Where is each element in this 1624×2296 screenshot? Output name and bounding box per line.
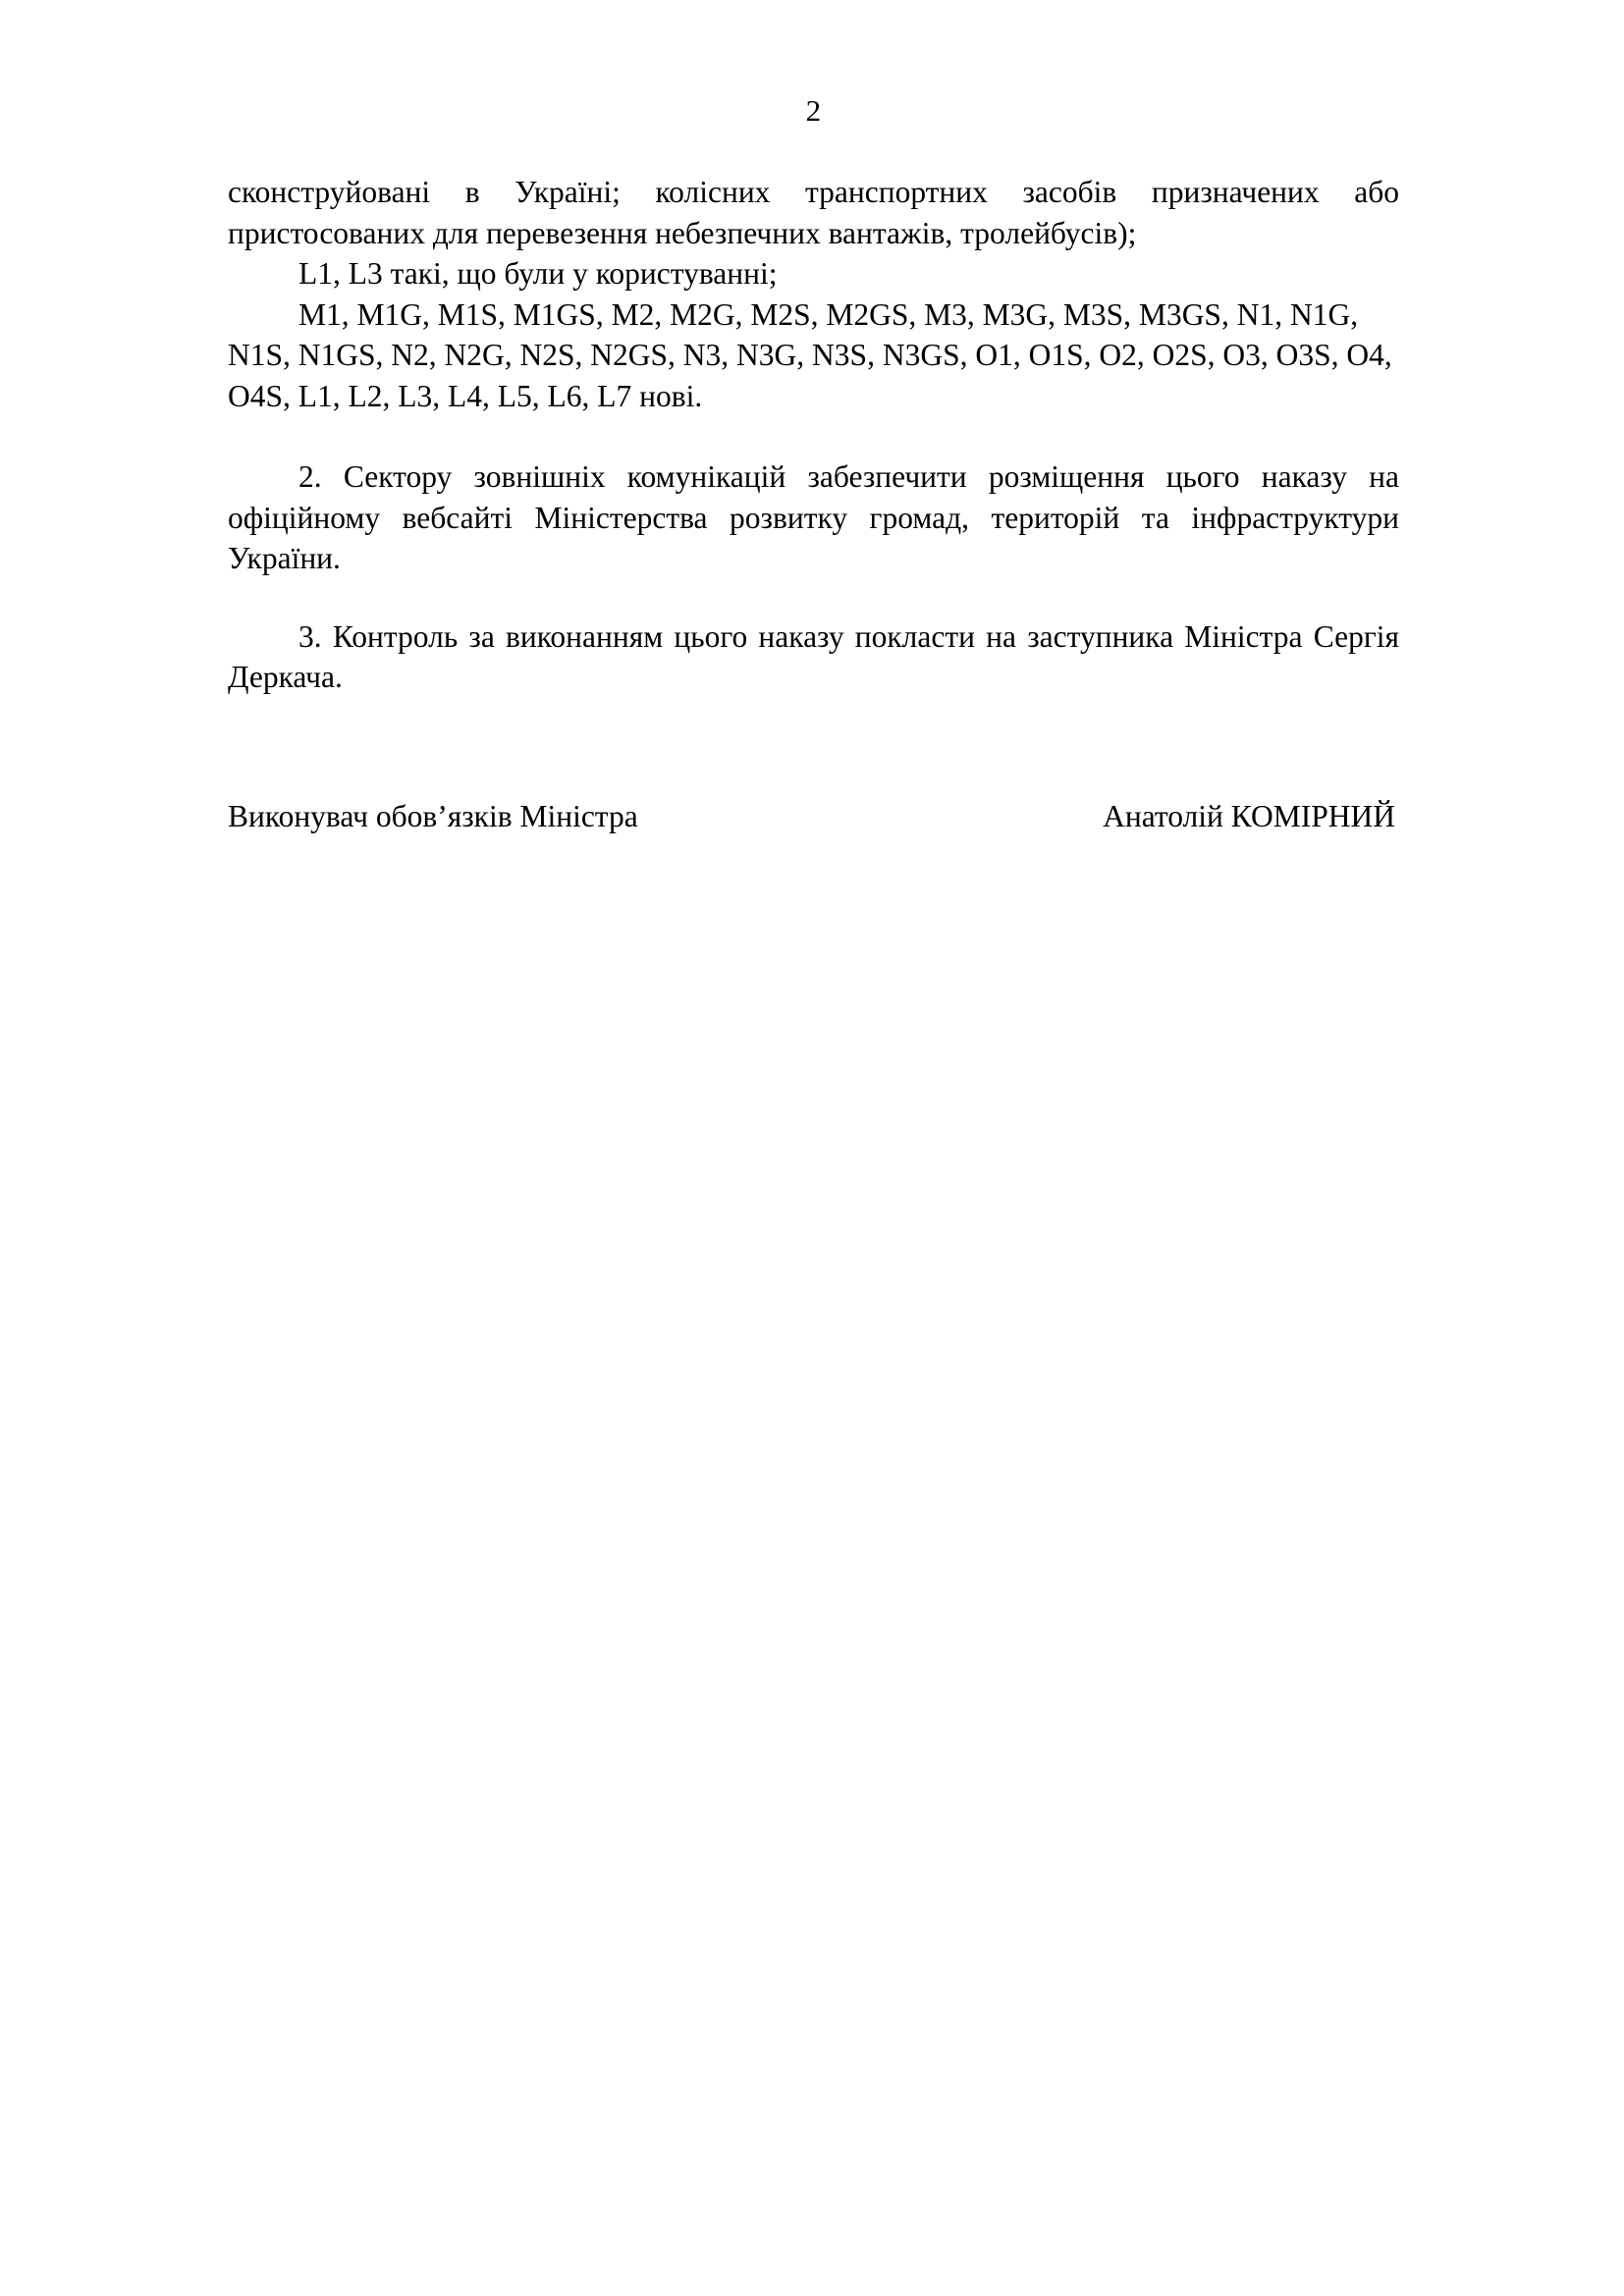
signatory-position: Виконувач обов’язків Міністра (228, 798, 638, 833)
signature-spacer (228, 698, 1399, 796)
paragraph-spacer-1 (228, 416, 1399, 456)
paragraph-spacer-2 (228, 579, 1399, 616)
paragraph-item-3: 3. Контроль за виконанням цього наказу покласти на заступника Міністра Сергія Деркача. (228, 618, 1399, 694)
signature-block (228, 796, 1399, 837)
document-body (228, 93, 1399, 836)
paragraph-used-categories: L1, L3 такі, що були у користуванні; (298, 256, 778, 291)
paragraph-new-categories: M1, M1G, M1S, M1GS, M2, M2G, M2S, M2GS, M3, M3G, M3S, M3GS, N1, N1G, N1S, N1GS, N2, N2G, N2S, N2GS, N3, N3G, N3S, N3GS, O1, O1S, O2, O2S, O3, O3S, O4, O4S, L1, L2, L3, L4, L5, L6, L7 нові. (228, 296, 1392, 413)
paragraph-item-2: 2. Сектору зовнішніх комунікацій забезпечити розміщення цього наказу на офіційному вебсайті Міністерства розвитку громад, територій та інфраструктури України. (228, 459, 1399, 575)
page-number: 2 (805, 93, 822, 128)
paragraph-categories-continued: сконструйовані в Україні; колісних транспортних засобів призначених або пристосованих для перевезення небезпечних вантажів, тролейбусів); (228, 175, 1399, 250)
signatory-name: Анатолій КОМІРНИЙ (1103, 798, 1395, 833)
